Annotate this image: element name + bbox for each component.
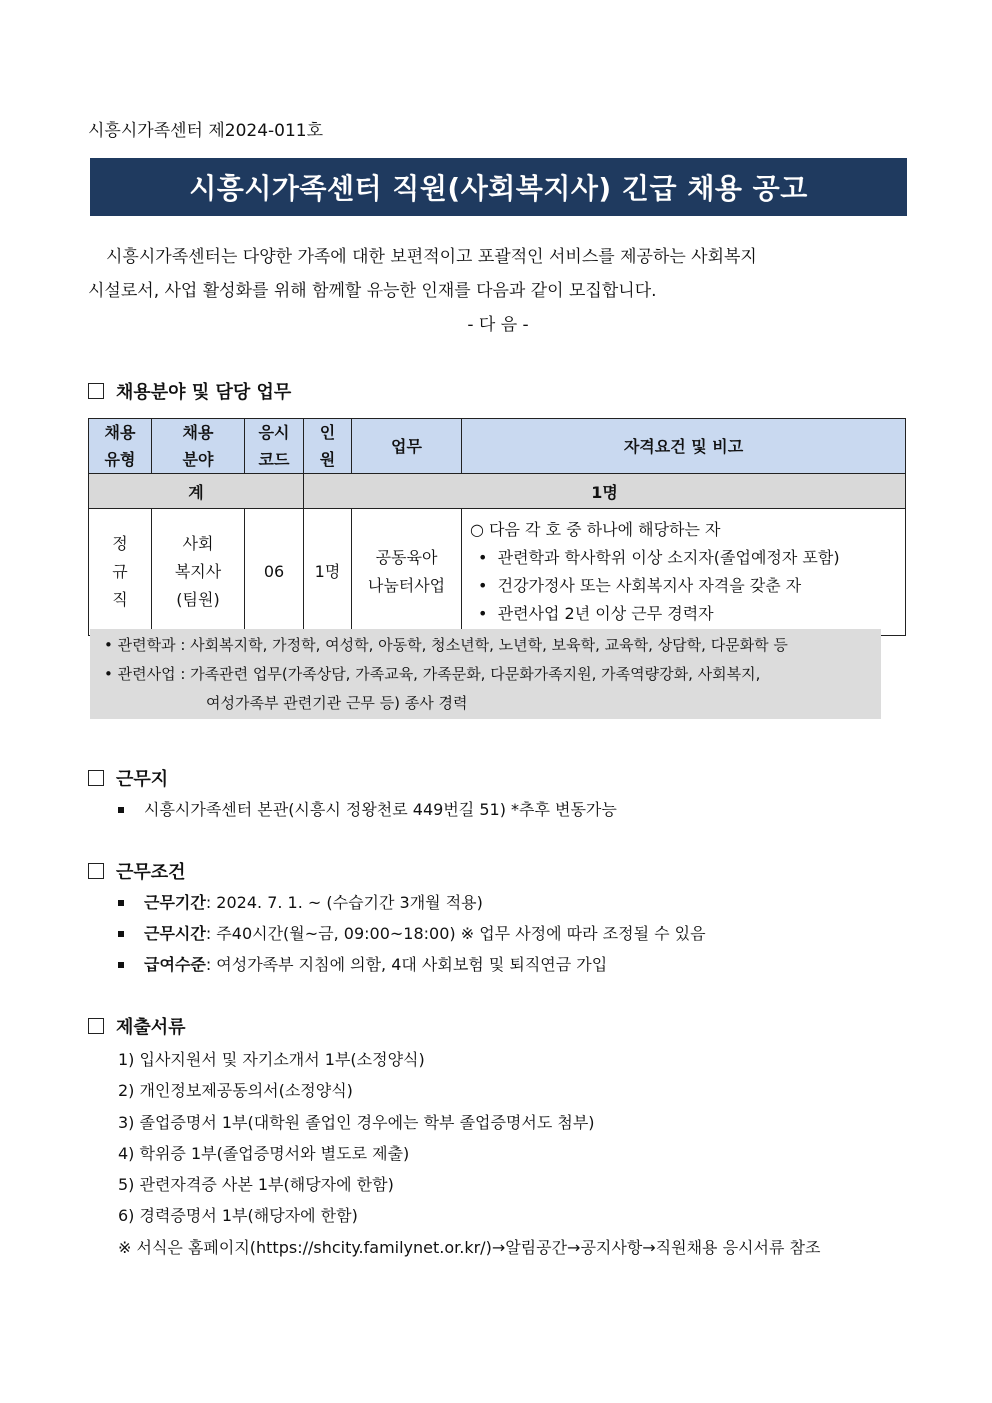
header-field: 채용 분야: [152, 419, 245, 474]
list-item: 6) 경력증명서 1부(해당자에 한함): [118, 1206, 358, 1226]
list-item: 4) 학위증 1부(졸업증명서와 별도로 제출): [118, 1143, 410, 1163]
conditions-list: [118, 887, 706, 980]
section-recruit: [88, 378, 291, 404]
cell-duty: 공동육아 나눔터사업: [352, 509, 462, 636]
total-value: 1명: [304, 474, 906, 509]
cell-code: 06: [245, 509, 304, 636]
header-code: 응시 코드: [245, 419, 304, 474]
notes-box: [90, 629, 881, 719]
req-item-3: • 관련사업 2년 이상 근무 경력자: [478, 604, 714, 623]
checkbox-square-icon: [88, 863, 104, 879]
section-documents-label: 제출서류: [116, 1017, 186, 1038]
square-bullet-icon: [118, 807, 124, 813]
workplace-address: 시흥시가족센터 본관(시흥시 정왕천로 449번길 51) *추후 변동가능: [144, 800, 617, 819]
cell-count: 1명: [304, 509, 352, 636]
document-number: 시흥시가족센터 제2024-011호: [88, 121, 324, 141]
condition-text: : 2024. 7. 1. ~ (수습기간 3개월 적용): [205, 893, 483, 912]
section-documents: [88, 1013, 186, 1039]
recruit-table: [88, 418, 906, 636]
condition-label: 근무기간: [144, 893, 206, 912]
section-workplace-label: 근무지: [116, 769, 169, 790]
page-title: 시흥시가족센터 직원(사회복지사) 긴급 채용 공고: [90, 158, 907, 216]
intro-line-1: 시흥시가족센터는 다양한 가족에 대한 보편적이고 포괄적인 서비스를 제공하는 사회복지: [106, 247, 757, 267]
req-head: ○ 다음 각 호 중 하나에 해당하는 자: [470, 520, 721, 539]
condition-text: : 주40시간(월~금, 09:00~18:00) ※ 업무 사정에 따라 조정될 수 있음: [205, 924, 706, 943]
table-header-row: [89, 419, 906, 474]
workplace-list: [118, 794, 617, 825]
documents-reference-note: ※ 서식은 홈페이지(https://shcity.familynet.or.kr/)→알림공간→공지사항→직원채용 응시서류 참조: [118, 1237, 821, 1257]
square-bullet-icon: [118, 900, 124, 906]
section-recruit-label: 채용분야 및 담당 업무: [116, 382, 292, 403]
req-item-1: • 관련학과 학사학위 이상 소지자(졸업예정자 포함): [478, 548, 840, 567]
header-count: 인 원: [304, 419, 352, 474]
section-conditions-label: 근무조건: [116, 862, 186, 883]
checkbox-square-icon: [88, 383, 104, 399]
section-workplace: [88, 765, 168, 791]
total-label: 계: [89, 474, 304, 509]
note-line-2: • 관련사업 : 가족관련 업무(가족상담, 가족교육, 가족문화, 다문화가족지원, 가족역량강화, 사회복지,: [104, 665, 761, 683]
note-line-1: • 관련학과 : 사회복지학, 가정학, 여성학, 아동학, 청소년학, 노년학, 보육학, 교육학, 상담학, 다문화학 등: [104, 636, 788, 654]
cell-requirements: [462, 509, 906, 636]
documents-list: [118, 1044, 820, 1263]
header-duty: 업무: [352, 419, 462, 474]
header-requirements: 자격요건 및 비고: [462, 419, 906, 474]
intro-center: - 다 음 -: [467, 315, 529, 335]
list-item: [118, 887, 706, 918]
intro-line-2: 시설로서, 사업 활성화를 위해 함께할 유능한 인재를 다음과 같이 모집합니다.: [88, 281, 657, 301]
list-item: 5) 관련자격증 사본 1부(해당자에 한함): [118, 1175, 394, 1195]
cell-type: 정 규 직: [89, 509, 152, 636]
intro-paragraph: [88, 240, 908, 342]
square-bullet-icon: [118, 931, 124, 937]
list-item: 2) 개인정보제공동의서(소정양식): [118, 1081, 353, 1101]
note-line-3: 여성가족부 관련기관 근무 등) 종사 경력: [206, 694, 468, 712]
square-bullet-icon: [118, 962, 124, 968]
condition-label: 근무시간: [144, 924, 206, 943]
list-item: 1) 입사지원서 및 자기소개서 1부(소정양식): [118, 1050, 425, 1069]
table-total-row: [89, 474, 906, 509]
list-item: [118, 794, 617, 825]
checkbox-square-icon: [88, 1018, 104, 1034]
condition-text: : 여성가족부 지침에 의함, 4대 사회보험 및 퇴직연금 가입: [205, 955, 608, 974]
checkbox-square-icon: [88, 770, 104, 786]
table-row: [89, 509, 906, 636]
condition-label: 급여수준: [144, 955, 206, 974]
cell-field: 사회 복지사 (팀원): [152, 509, 245, 636]
list-item: [118, 949, 706, 980]
list-item: [118, 918, 706, 949]
list-item: 3) 졸업증명서 1부(대학원 졸업인 경우에는 학부 졸업증명서도 첨부): [118, 1112, 595, 1132]
header-type: 채용 유형: [89, 419, 152, 474]
req-item-2: • 건강가정사 또는 사회복지사 자격을 갖춘 자: [478, 576, 802, 595]
section-conditions: [88, 858, 186, 884]
